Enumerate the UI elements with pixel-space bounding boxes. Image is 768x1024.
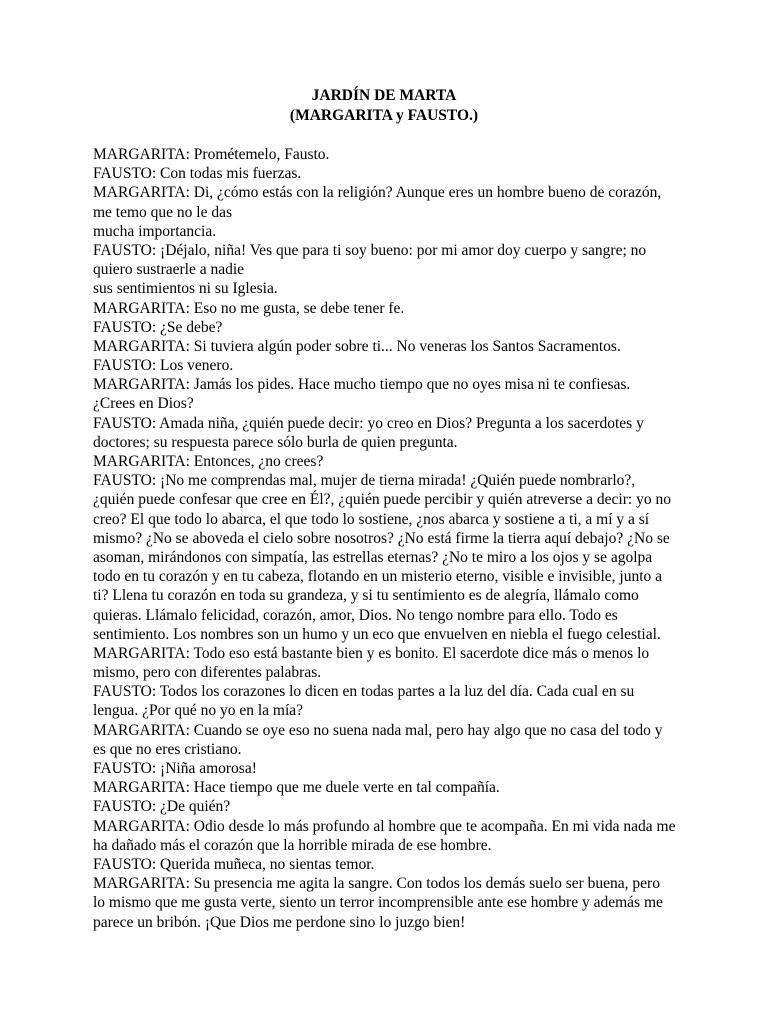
dialogue-line: ¿Crees en Dios? [93, 395, 194, 413]
dialogue-line: mismo? ¿No se aboveda el cielo sobre nosotros? ¿No está firme la tierra aquí debajo? ¿No se [93, 529, 670, 547]
dialogue-line: MARGARITA: Entonces, ¿no crees? [93, 453, 324, 470]
dialogue-line: ti? Llena tu corazón en toda su grandeza, y si tu sentimiento es de alegría, llámalo como [93, 587, 639, 605]
dialogue-line: creo? El que todo lo abarca, el que todo lo sostiene, ¿nos abarca y sostiene a ti, a mí y a sí [93, 510, 650, 528]
dialogue-line: FAUSTO: ¡Déjalo, niña! Ves que para ti soy bueno: por mi amor doy cuerpo y sangre; no [93, 241, 647, 259]
dialogue-line: FAUSTO: Con todas mis fuerzas. [93, 165, 302, 183]
page-title: JARDÍN DE MARTA [311, 87, 457, 104]
dialogue-line: MARGARITA: Todo eso está bastante bien y es bonito. El sacerdote dice más o menos lo [93, 644, 650, 662]
dialogue-line: todo en tu corazón y en tu cabeza, flotando en un misterio eterno, visible e invisible, junto a [93, 568, 663, 586]
dialogue-line: quiero sustraerle a nadie [93, 261, 245, 279]
dialogue-line: MARGARITA: Di, ¿cómo estás con la religión? Aunque eres un hombre bueno de corazón, [93, 184, 662, 202]
dialogue-body [93, 145, 683, 932]
dialogue-line: me temo que no le das [93, 203, 233, 221]
dialogue-line: es que no eres cristiano. [93, 740, 242, 758]
dialogue-line: MARGARITA: Odio desde lo más profundo al hombre que te acompaña. En mi vida nada me [93, 817, 676, 835]
dialogue-line: mucha importancia. [93, 222, 217, 240]
dialogue-line: FAUSTO: ¿De quién? [93, 798, 231, 816]
dialogue-line: FAUSTO: ¡Niña amorosa! [93, 760, 257, 777]
dialogue-line: sentimiento. Los nombres son un humo y un eco que envuelven en niebla el fuego celestial. [93, 625, 661, 643]
dialogue-line: parece un bribón. ¡Que Dios me perdone sino lo juzgo bien! [93, 913, 466, 931]
dialogue-line: quieras. Llámalo felicidad, corazón, amor, Dios. No tengo nombre para ello. Todo es [93, 606, 618, 624]
dialogue-line: FAUSTO: ¿Se debe? [93, 318, 223, 336]
dialogue-line: MARGARITA: Su presencia me agita la sangre. Con todos los demás suelo ser buena, pero [93, 875, 660, 893]
dialogue-line: MARGARITA: Hace tiempo que me duele verte en tal compañía. [93, 779, 500, 797]
dialogue-line: lengua. ¿Por qué no yo en la mía? [93, 702, 304, 720]
page-subtitle: (MARGARITA y FAUSTO.) [289, 107, 479, 124]
title-block [0, 86, 768, 126]
dialogue-line: ¿quién puede confesar que cree en Él?, ¿quién puede percibir y quién atreverse a decir: yo no [93, 491, 671, 509]
dialogue-line: sus sentimientos ni su Iglesia. [93, 280, 278, 298]
dialogue-line: asoman, mirándonos con simpatía, las estrellas eternas? ¿No te miro a los ojos y se agolpa [93, 548, 653, 566]
dialogue-line: mismo, pero con diferentes palabras. [93, 664, 322, 682]
dialogue-line: MARGARITA: Cuando se oye eso no suena nada mal, pero hay algo que no casa del todo y [93, 721, 663, 739]
dialogue-line: MARGARITA: Si tuviera algún poder sobre ti... No veneras los Santos Sacramentos. [93, 337, 621, 355]
dialogue-line: FAUSTO: ¡No me comprendas mal, mujer de tierna mirada! ¿Quién puede nombrarlo?, [93, 472, 636, 490]
dialogue-line: ha dañado más el corazón que la horrible mirada de ese hombre. [93, 836, 492, 854]
dialogue-line: MARGARITA: Eso no me gusta, se debe tener fe. [93, 299, 405, 317]
dialogue-line: FAUSTO: Amada niña, ¿quién puede decir: yo creo en Dios? Pregunta a los sacerdotes y [93, 414, 644, 432]
dialogue-line: lo mismo que me gusta verte, siento un terror incomprensible ante ese hombre y además me [93, 894, 663, 912]
dialogue-line: FAUSTO: Todos los corazones lo dicen en todas partes a la luz del día. Cada cual en su [93, 683, 635, 701]
dialogue-line: doctores; su respuesta parece sólo burla de quien pregunta. [93, 433, 458, 451]
dialogue-line: FAUSTO: Querida muñeca, no sientas temor. [93, 855, 375, 873]
dialogue-line: MARGARITA: Prométemelo, Fausto. [93, 146, 330, 163]
dialogue-line: FAUSTO: Los venero. [93, 357, 234, 375]
dialogue-line: MARGARITA: Jamás los pides. Hace mucho tiempo que no oyes misa ni te confiesas. [93, 376, 631, 394]
